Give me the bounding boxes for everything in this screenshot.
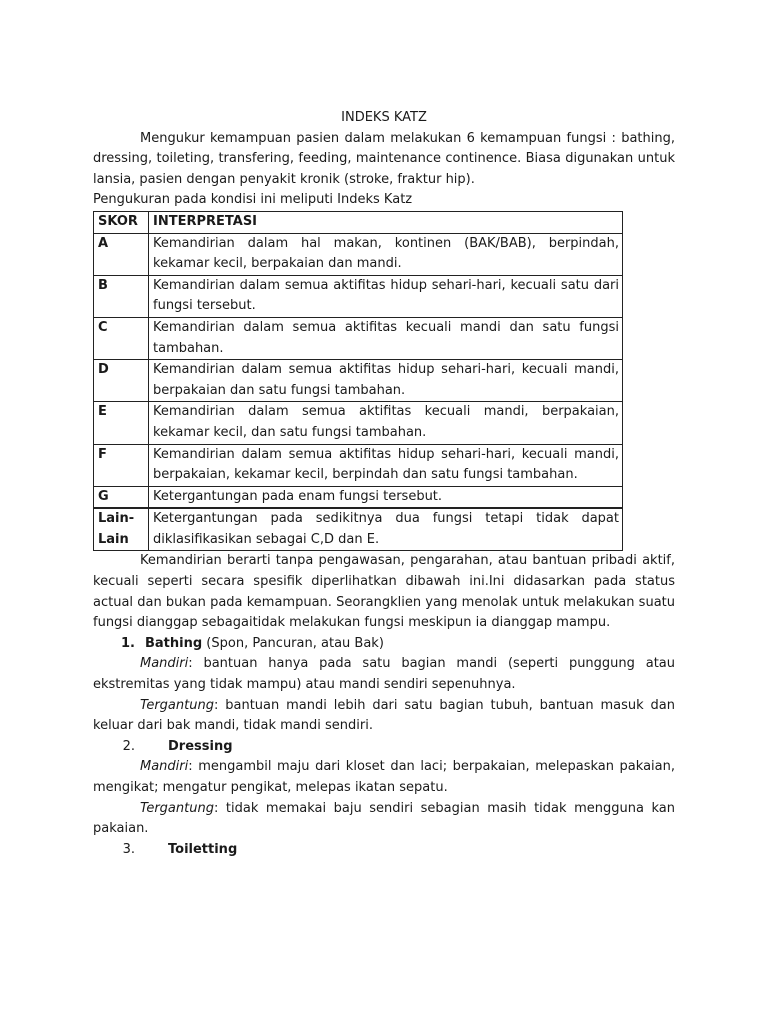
table-row	[94, 360, 623, 402]
table-header-row	[94, 211, 623, 233]
item-label: Toiletting	[168, 841, 238, 857]
table-cell-skor: G	[94, 486, 149, 508]
tergantung-label: Tergantung	[140, 697, 214, 713]
mandiri-label: Mandiri	[140, 656, 189, 672]
table-cell-interpretasi: Kemandirian dalam hal makan, kontinen (BAK/BAB), berpindah, kekamar kecil, berpakaian dan mandi.	[149, 233, 623, 275]
table-cell-skor: D	[94, 360, 149, 402]
mandiri-text: : bantuan hanya pada satu bagian mandi (seperti punggung atau ekstremitas yang tidak mampu) atau mandi sendiri sepenuhnya.	[93, 656, 675, 693]
intro-paragraph: Mengukur kemampuan pasien dalam melakukan 6 kemampuan fungsi : bathing, dressing, toileting, transfering, feeding, maintenance continence. Biasa digunakan untuk lansia, pasien dengan penyakit kronik (stroke, fraktur hip).	[93, 130, 675, 187]
table-cell-interpretasi: Ketergantungan pada enam fungsi tersebut.	[149, 486, 623, 508]
explanation-paragraph: Kemandirian berarti tanpa pengawasan, pengarahan, atau bantuan pribadi aktif, kecuali seperti secara spesifik diperlihatkan dibawah ini.Ini didasarkan pada status actual dan bukan pada kemampuan. Seorangklien yang menolak untuk melakukan suatu fungsi dianggap sebagaitidak melakukan fungsi meskipun ia dianggap mampu.	[93, 553, 675, 631]
table-cell-skor: A	[94, 233, 149, 275]
bathing-tergantung	[93, 696, 675, 737]
table-row	[94, 402, 623, 444]
table-cell-interpretasi: Ketergantungan pada sedikitnya dua fungsi tetapi tidak dapat diklasifikasikan sebagai C,D dan E.	[149, 508, 623, 551]
table-cell-skor: E	[94, 402, 149, 444]
table-header-interpretasi: INTERPRETASI	[149, 211, 623, 233]
table-header-skor: SKOR	[94, 211, 149, 233]
page-title: INDEKS KATZ	[341, 110, 427, 125]
item-detail: (Spon, Pancuran, atau Bak)	[202, 635, 384, 651]
item-number: 2.	[122, 738, 135, 754]
dressing-mandiri	[93, 757, 675, 798]
item-heading-dressing	[93, 737, 675, 758]
table-cell-skor: F	[94, 444, 149, 486]
katz-index-table	[93, 211, 623, 552]
tergantung-text: : tidak memakai baju sendiri sebagian masih tidak mengguna kan pakaian.	[93, 800, 675, 837]
tergantung-label: Tergantung	[140, 800, 214, 816]
dressing-tergantung	[93, 799, 675, 840]
item-label: Bathing	[145, 635, 203, 651]
table-cell-interpretasi: Kemandirian dalam semua aktifitas hidup sehari-hari, kecuali satu dari fungsi tersebut.	[149, 275, 623, 317]
table-row	[94, 317, 623, 359]
table-row	[94, 444, 623, 486]
mandiri-label: Mandiri	[140, 759, 189, 775]
document-content	[93, 108, 675, 860]
item-number: 1.	[121, 635, 135, 651]
item-heading-toiletting	[93, 840, 675, 861]
item-label: Dressing	[168, 738, 233, 754]
bathing-mandiri	[93, 654, 675, 695]
table-cell-skor: B	[94, 275, 149, 317]
table-row	[94, 508, 623, 551]
table-row	[94, 275, 623, 317]
tergantung-text: : bantuan mandi lebih dari satu bagian tubuh, bantuan masuk dan keluar dari bak mandi, tidak mandi sendiri.	[93, 697, 675, 734]
table-cell-skor: Lain-Lain	[94, 508, 149, 551]
item-heading-bathing	[93, 634, 675, 655]
table-cell-interpretasi: Kemandirian dalam semua aktifitas kecuali mandi dan satu fungsi tambahan.	[149, 317, 623, 359]
intro-paragraph-2: Pengukuran pada kondisi ini meliputi Indeks Katz	[93, 192, 413, 208]
table-cell-interpretasi: Kemandirian dalam semua aktifitas hidup sehari-hari, kecuali mandi, berpakaian, kekamar kecil, berpindah dan satu fungsi tambahan.	[149, 444, 623, 486]
mandiri-text: : mengambil maju dari kloset dan laci; berpakaian, melepaskan pakaian, mengikat; mengatur pengikat, melepas ikatan sepatu.	[93, 759, 675, 795]
table-cell-interpretasi: Kemandirian dalam semua aktifitas kecuali mandi, berpakaian, kekamar kecil, dan satu fungsi tambahan.	[149, 402, 623, 444]
table-cell-interpretasi: Kemandirian dalam semua aktifitas hidup sehari-hari, kecuali mandi, berpakaian dan satu fungsi tambahan.	[149, 360, 623, 402]
table-cell-skor: C	[94, 317, 149, 359]
table-row	[94, 486, 623, 508]
table-row	[94, 233, 623, 275]
item-number: 3.	[122, 841, 135, 857]
